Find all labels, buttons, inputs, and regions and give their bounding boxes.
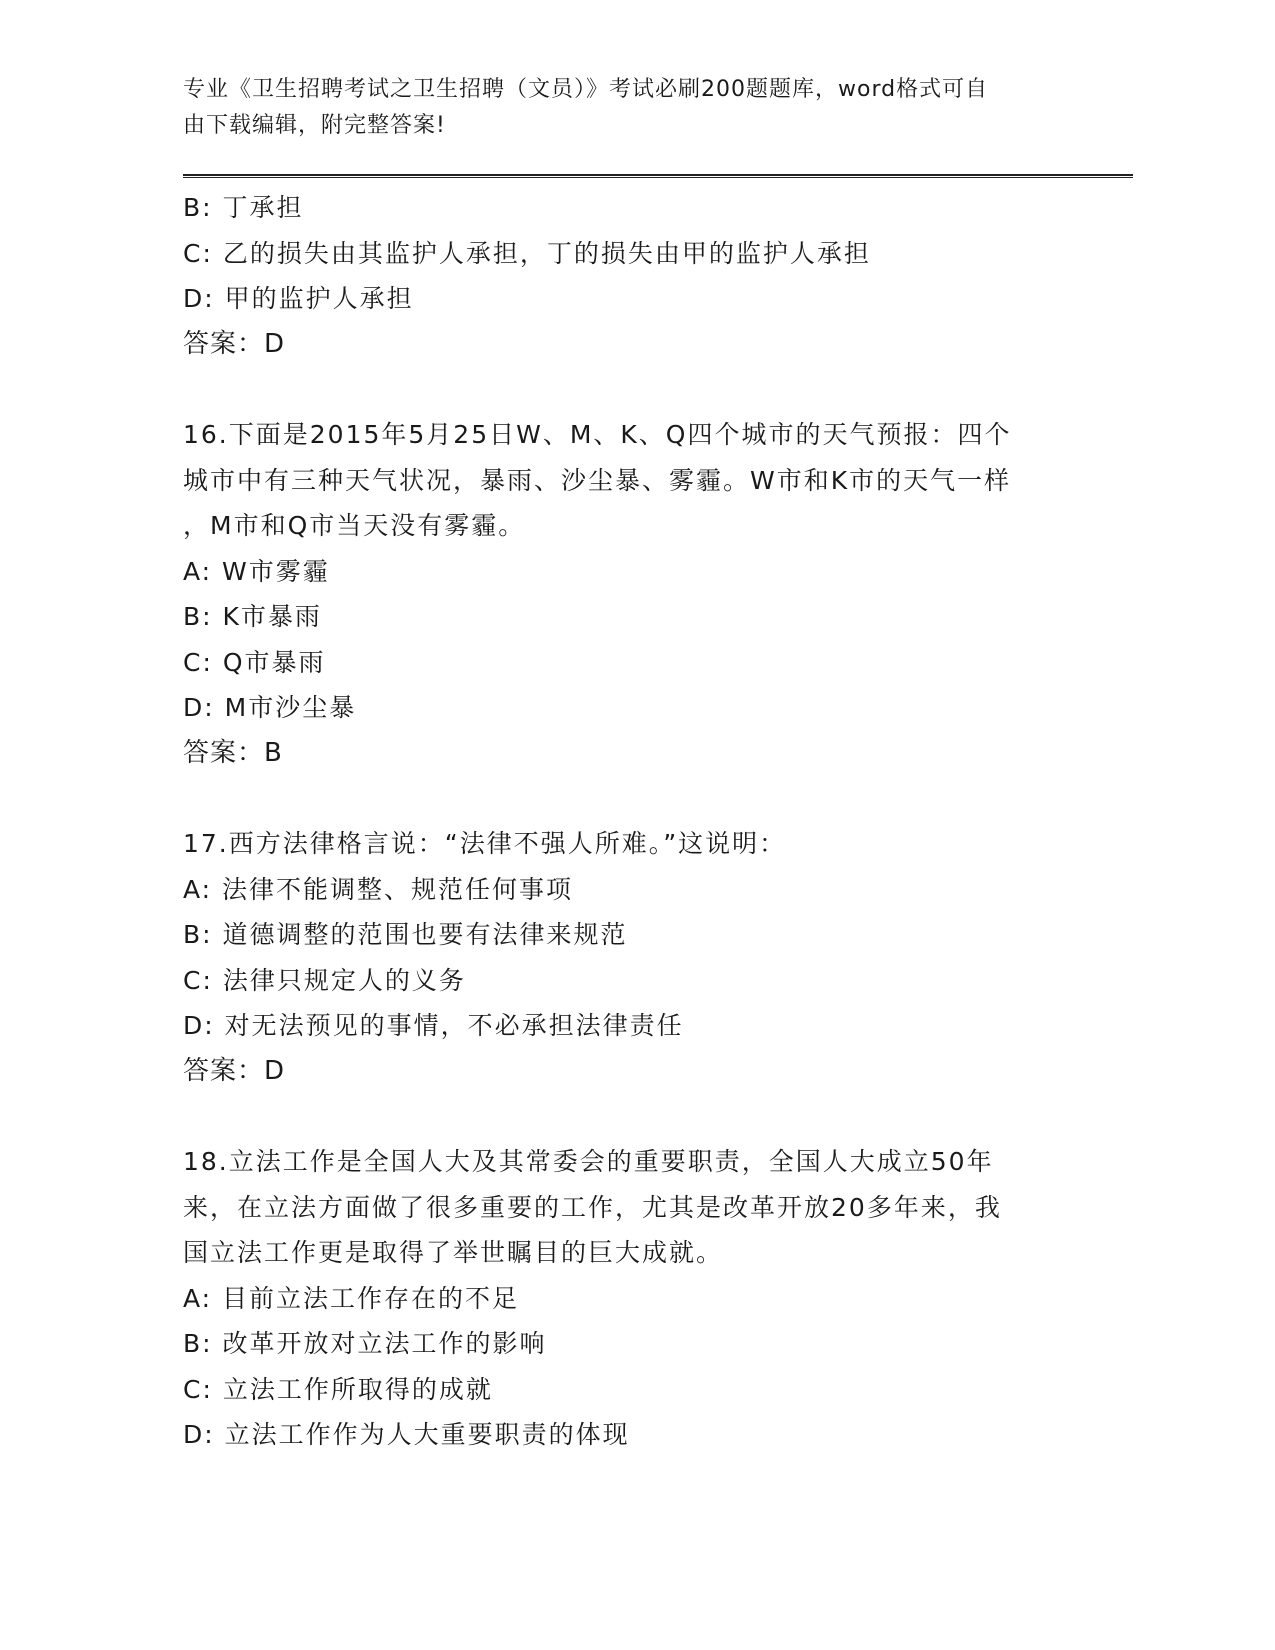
question-stem-line: 18.立法工作是全国人大及其常委会的重要职责，全国人大成立50年: [183, 1147, 994, 1176]
question-16: [183, 412, 1083, 776]
option-d: D: 甲的监护人承担: [183, 284, 414, 313]
question-stem-line: ，M市和Q市当天没有雾霾。: [183, 511, 526, 540]
header-divider: [183, 174, 1133, 178]
question-17: [183, 821, 1083, 1094]
header-line-2: 由下载编辑，附完整答案!: [183, 113, 446, 138]
question-stem-line: 国立法工作更是取得了举世瞩目的巨大成就。: [183, 1238, 724, 1267]
document-body: [183, 185, 1083, 1458]
option-d: D: 立法工作作为人大重要职责的体现: [183, 1420, 630, 1449]
question-stem-line: 城市中有三种天气状况，暴雨、沙尘暴、雾霾。W市和K市的天气一样: [183, 465, 1012, 495]
page-header: [183, 72, 1063, 144]
question-stem-line: 17.西方法律格言说：“法律不强人所难。”这说明：: [183, 829, 787, 858]
answer: 答案：D: [183, 328, 286, 359]
option-b: B: 改革开放对立法工作的影响: [183, 1329, 547, 1358]
header-line-1: 专业《卫生招聘考试之卫生招聘（文员）》考试必刷200题题库，word格式可自: [183, 77, 989, 102]
option-c: C: 法律只规定人的义务: [183, 965, 466, 995]
question-18: [183, 1139, 1083, 1458]
answer: 答案：D: [183, 1055, 286, 1086]
option-c: C: Q市暴雨: [183, 647, 326, 677]
option-a: A: 法律不能调整、规范任何事项: [183, 874, 574, 904]
option-a: A: 目前立法工作存在的不足: [183, 1283, 520, 1313]
option-c: C: 立法工作所取得的成就: [183, 1374, 493, 1404]
option-b: B: K市暴雨: [183, 602, 322, 631]
question-stem-line: 16.下面是2015年5月25日W、M、K、Q四个城市的天气预报：四个: [183, 420, 1012, 449]
answer: 答案：B: [183, 737, 283, 768]
option-d: D: M市沙尘暴: [183, 693, 357, 722]
option-d: D: 对无法预见的事情，不必承担法律责任: [183, 1011, 684, 1040]
option-b: B: 道德调整的范围也要有法律来规范: [183, 920, 628, 949]
option-b: B: 丁承担: [183, 193, 304, 222]
question-stem-line: 来，在立法方面做了很多重要的工作，尤其是改革开放20多年来，我: [183, 1192, 1002, 1222]
option-a: A: W市雾霾: [183, 556, 330, 586]
option-c: C: 乙的损失由其监护人承担，丁的损失由甲的监护人承担: [183, 238, 871, 268]
question-15-tail: [183, 185, 1083, 367]
